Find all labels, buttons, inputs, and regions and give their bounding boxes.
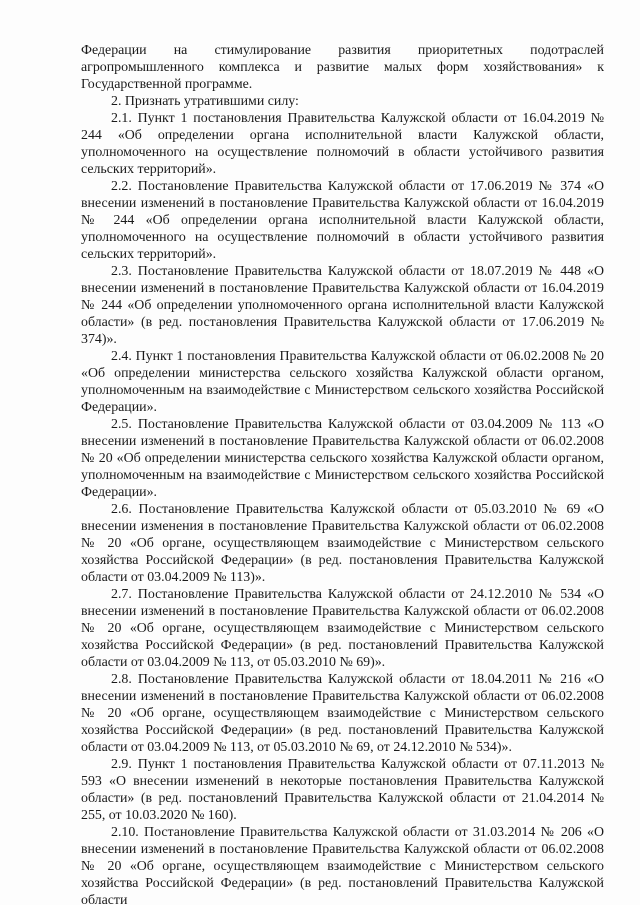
paragraph-item-2-5: 2.5. Постановление Правительства Калужской области от 03.04.2009 № 113 «О внесении изменений в постановление Правительства Калужской области от 06.02.2008 № 20 «Об определении министерства сельского хозяйства Калужской области органом, уполномоченным на взаимодействие с Министерством сельского хозяйства Российской Федерации». xyxy=(81,417,604,500)
paragraph-continuation: Федерации на стимулирование развития приоритетных подотраслей агропромышленного комплекса и развитие малых форм хозяйствования» к Государственной программе. xyxy=(81,43,604,92)
paragraph-item-2-9: 2.9. Пункт 1 постановления Правительства Калужской области от 07.11.2013 № 593 «О внесении изменений в некоторые постановления Правительства Калужской области» (в ред. постановлений Правительства Калужской области от 21.04.2014 № 255, от 10.03.2020 № 160). xyxy=(81,757,604,823)
document-body xyxy=(81,42,604,909)
paragraph-item-2-7: 2.7. Постановление Правительства Калужской области от 24.12.2010 № 534 «О внесении изменений в постановление Правительства Калужской области от 06.02.2008 № 20 «Об органе, осуществляющем взаимодействие с Министерством сельского хозяйства Российской Федерации» (в ред. постановлений Правительства Калужской области от 03.04.2009 № 113, от 05.03.2010 № 69)». xyxy=(81,587,604,670)
paragraph-item-2-1: 2.1. Пункт 1 постановления Правительства Калужской области от 16.04.2019 № 244 «Об определении органа исполнительной власти Калужской области, уполномоченного на осуществление полномочий в области устойчивого развития сельских территорий». xyxy=(81,111,604,177)
paragraph-item-2-6: 2.6. Постановление Правительства Калужской области от 05.03.2010 № 69 «О внесении изменения в постановление Правительства Калужской области от 06.02.2008 № 20 «Об органе, осуществляющем взаимодействие с Министерством сельского хозяйства Российской Федерации» (в ред. постановления Правительства Калужской области от 03.04.2009 № 113)». xyxy=(81,502,604,585)
paragraph-item-2-10: 2.10. Постановление Правительства Калужской области от 31.03.2014 № 206 «О внесении изменений в постановление Правительства Калужской области от 06.02.2008 № 20 «Об органе, осуществляющем взаимодействие с Министерством сельского хозяйства Российской Федерации» (в ред. постановлений Правительства Калужской области xyxy=(81,825,604,908)
paragraph-item-2-3: 2.3. Постановление Правительства Калужской области от 18.07.2019 № 448 «О внесении изменений в постановление Правительства Калужской области от 16.04.2019 № 244 «Об определении уполномоченного органа исполнительной власти Калужской области» (в ред. постановления Правительства Калужской области от 17.06.2019 № 374)». xyxy=(81,264,604,347)
paragraph-item-2-2: 2.2. Постановление Правительства Калужской области от 17.06.2019 № 374 «О внесении изменений в постановление Правительства Калужской области от 16.04.2019 № 244 «Об определении органа исполнительной власти Калужской области, уполномоченного на осуществление полномочий в области устойчивого развития сельских территорий». xyxy=(81,179,604,262)
paragraph-item-2-8: 2.8. Постановление Правительства Калужской области от 18.04.2011 № 216 «О внесении изменений в постановление Правительства Калужской области от 06.02.2008 № 20 «Об органе, осуществляющем взаимодействие с Министерством сельского хозяйства Российской Федерации» (в ред. постановлений Правительства Калужской области от 03.04.2009 № 113, от 05.03.2010 № 69, от 24.12.2010 № 534)». xyxy=(81,672,604,755)
paragraph-item-2: 2. Признать утратившими силу: xyxy=(111,94,299,109)
paragraph-item-2-4: 2.4. Пункт 1 постановления Правительства Калужской области от 06.02.2008 № 20 «Об определении министерства сельского хозяйства Калужской области органом, уполномоченным на взаимодействие с Министерством сельского хозяйства Российской Федерации». xyxy=(81,349,604,415)
